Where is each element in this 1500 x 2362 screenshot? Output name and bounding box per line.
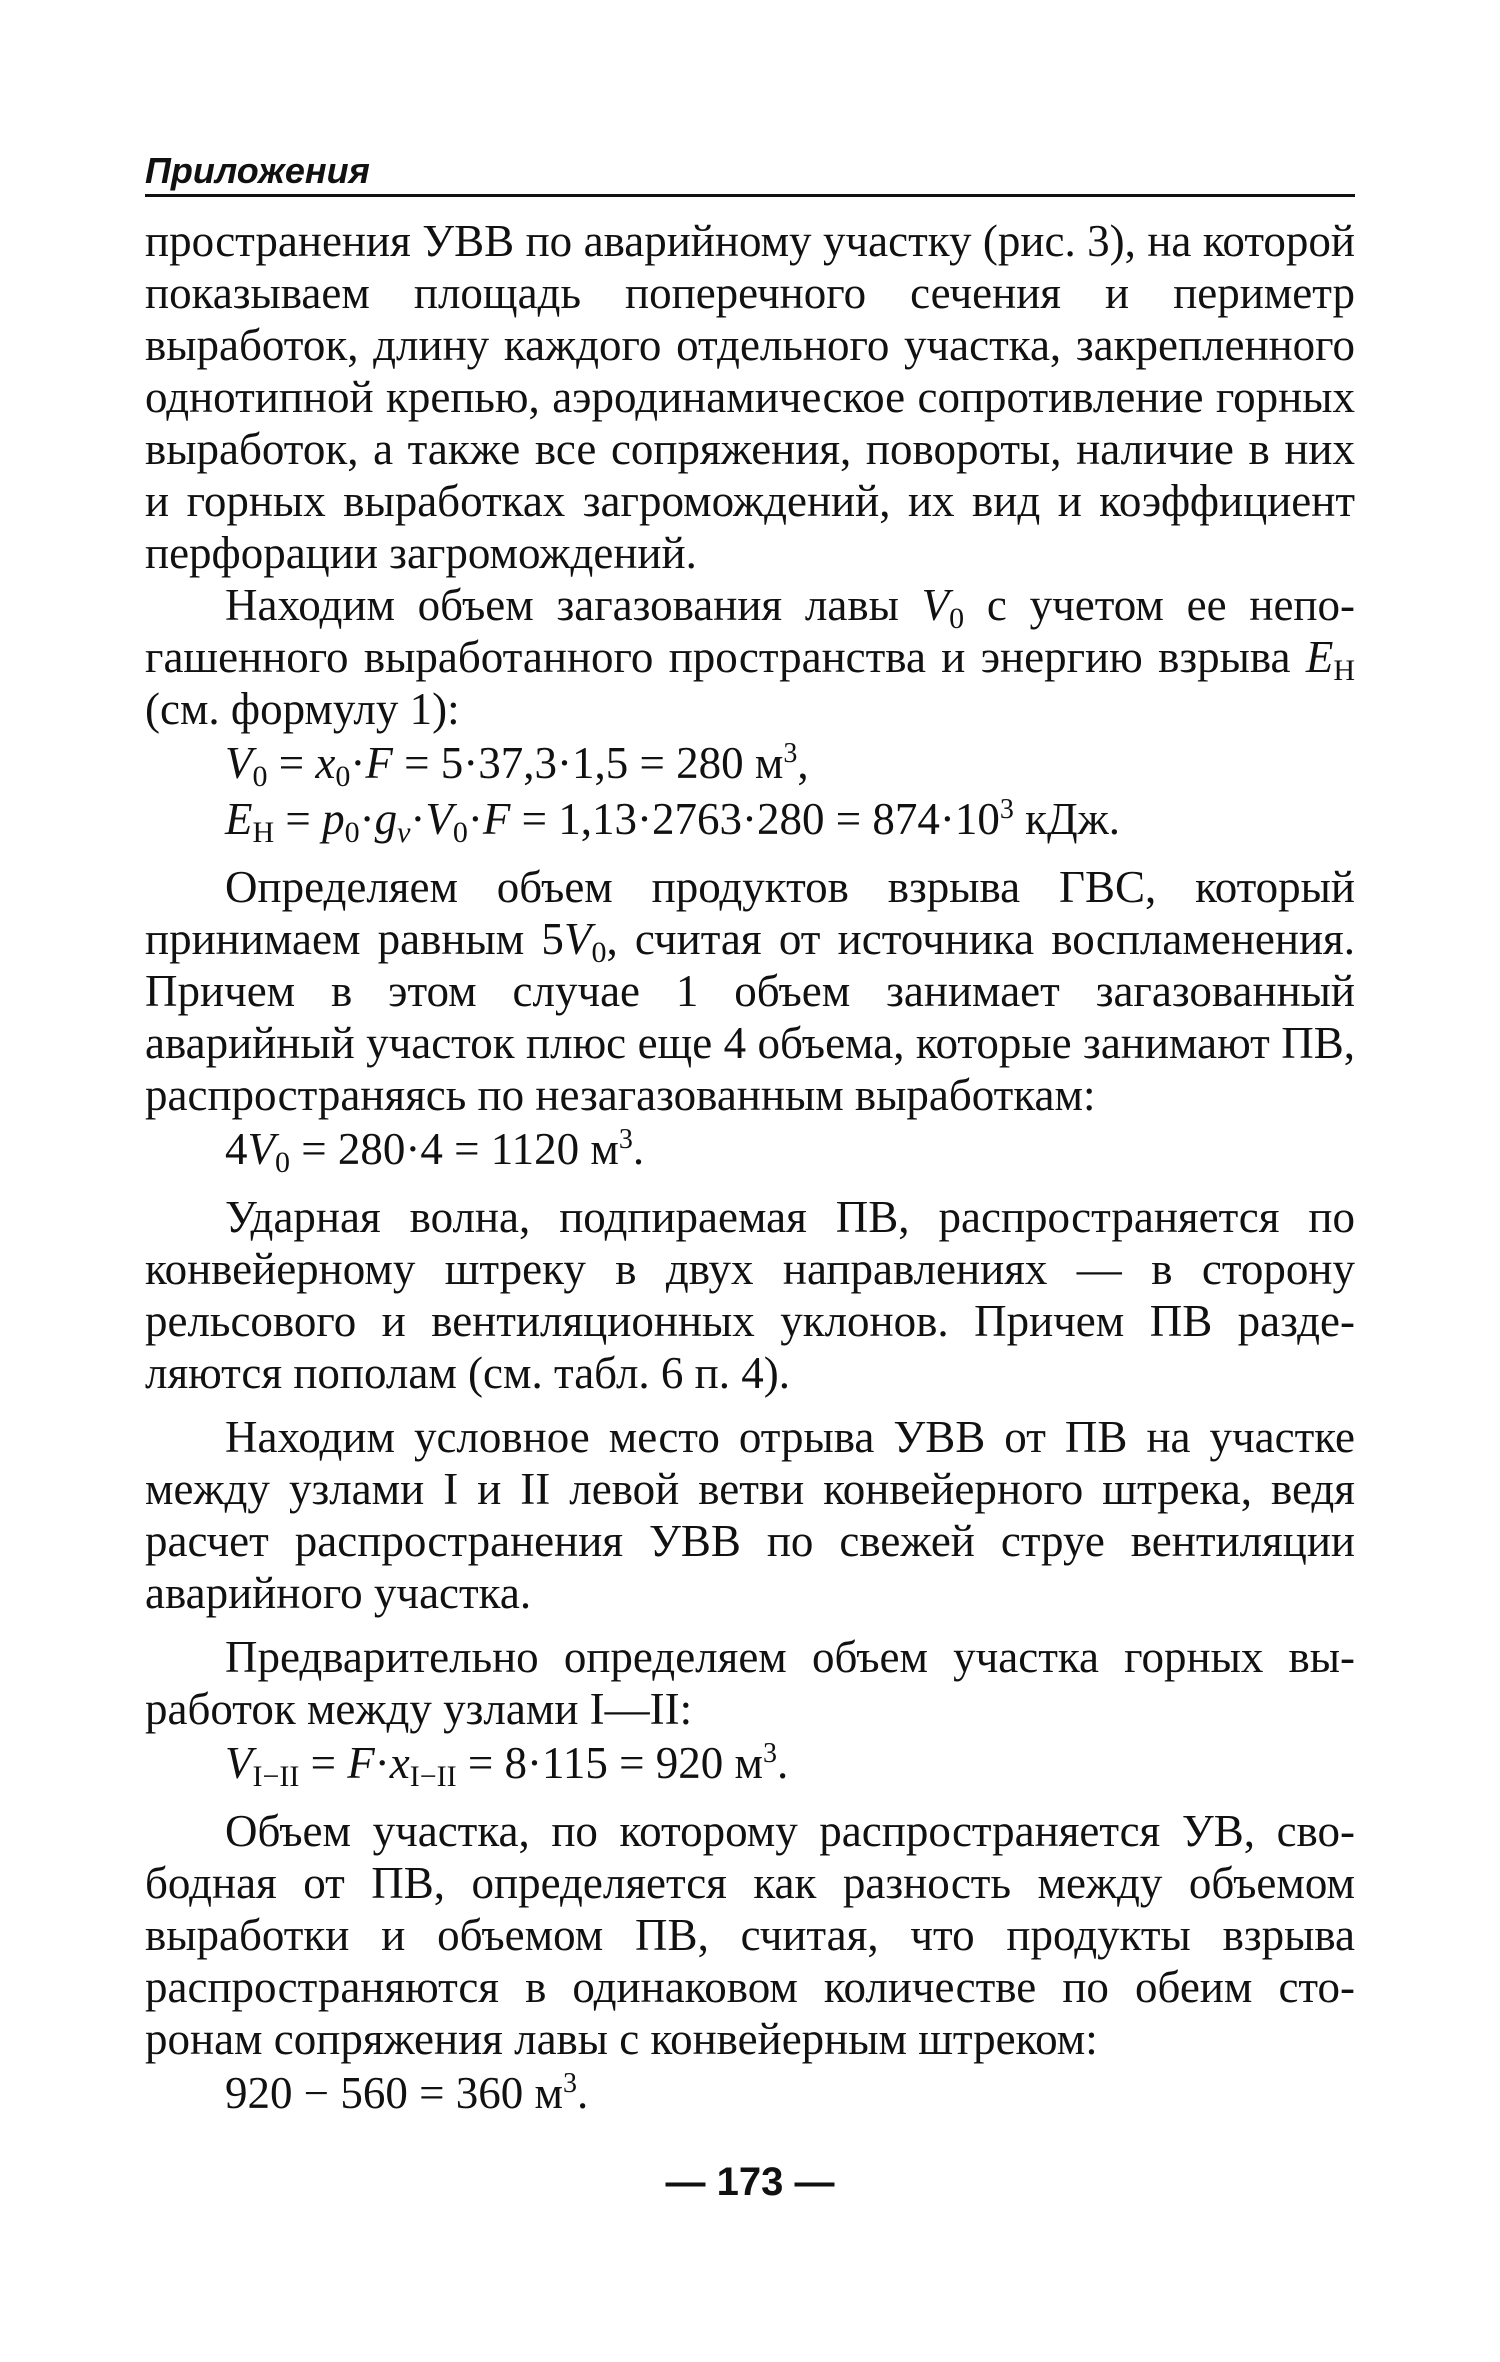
- paragraph-3: Определяем объем продуктов взрыва ГВС, который принимаем равным $5V_0$, считая от источника воспламенения. Причем в этом случае 1 объем занимает загазованный аварийный участок плюс еще 4 объема, которые занимают ПВ, распространяясь по незагазованным выработкам:: [145, 862, 1355, 1120]
- page-content: [145, 150, 1355, 2121]
- running-title: Приложения: [145, 150, 1355, 197]
- paragraph-4: Ударная волна, подпираемая ПВ, распространяется по конвейерному штреку в двух направлениях — в сторону рельсового и вентиляционных уклонов. Причем ПВ разделяются пополам (см. табл. 6 п. 4).: [145, 1192, 1355, 1398]
- formula-difference: 920 − 560 = 360 $м^3$.: [225, 2068, 589, 2118]
- paragraph-5: Находим условное место отрыва УВВ от ПВ на участке между узлами I и II левой ветви конвейерного штрека, ведя расчет распространения УВВ по свежей струе вентиляции аварийного участка.: [145, 1412, 1355, 1618]
- paragraph-2: Находим объем загазования лавы $V_0$ с учетом ее непогашенного выработанного пространства и энергию взрыва $E_Н$ (см. формулу 1):: [145, 580, 1355, 734]
- page-number: — 173 —: [665, 2160, 835, 2204]
- paragraph-1: пространения УВВ по аварийному участку (рис. 3), на которой показываем площадь поперечного сечения и периметр выработок, длину каждого отдельного участка, закрепленного однотипной крепью, аэродинамическое сопротивление горных выработок, а также все сопряжения, повороты, наличие в них и горных выработках загромождений, их вид и коэффициент перфорации загромождений.: [145, 216, 1355, 578]
- formula-v0: $V_0 = x_0\cdot F = 5\cdot 37,3\cdot 1,5 = 280$ $м^3$,: [225, 738, 809, 793]
- paragraph-7: Объем участка, по которому распространяется УВ, свободная от ПВ, определяется как разность между объемом выработки и объемом ПВ, считая, что продукты взрыва распространяются в одинаковом количестве по обеим сторонам сопряжения лавы с конвейерным штреком:: [145, 1806, 1355, 2064]
- paragraph-6: Предварительно определяем объем участка горных выработок между узлами I—II:: [145, 1632, 1355, 1734]
- formula-en: $E_Н = p_0\cdot g_v\cdot V_0\cdot F = 1,13\cdot 2763\cdot 280 = 874\cdot 10^3$ кДж.: [225, 794, 1121, 849]
- formula-4v0: $4V_0 = 280\cdot 4 = 1120$ $м^3$.: [225, 1124, 645, 1179]
- formula-v-i-ii: $V_{I-II} = F\cdot x_{I-II} = 8\cdot 115 = 920$ $м^3$.: [225, 1738, 789, 1793]
